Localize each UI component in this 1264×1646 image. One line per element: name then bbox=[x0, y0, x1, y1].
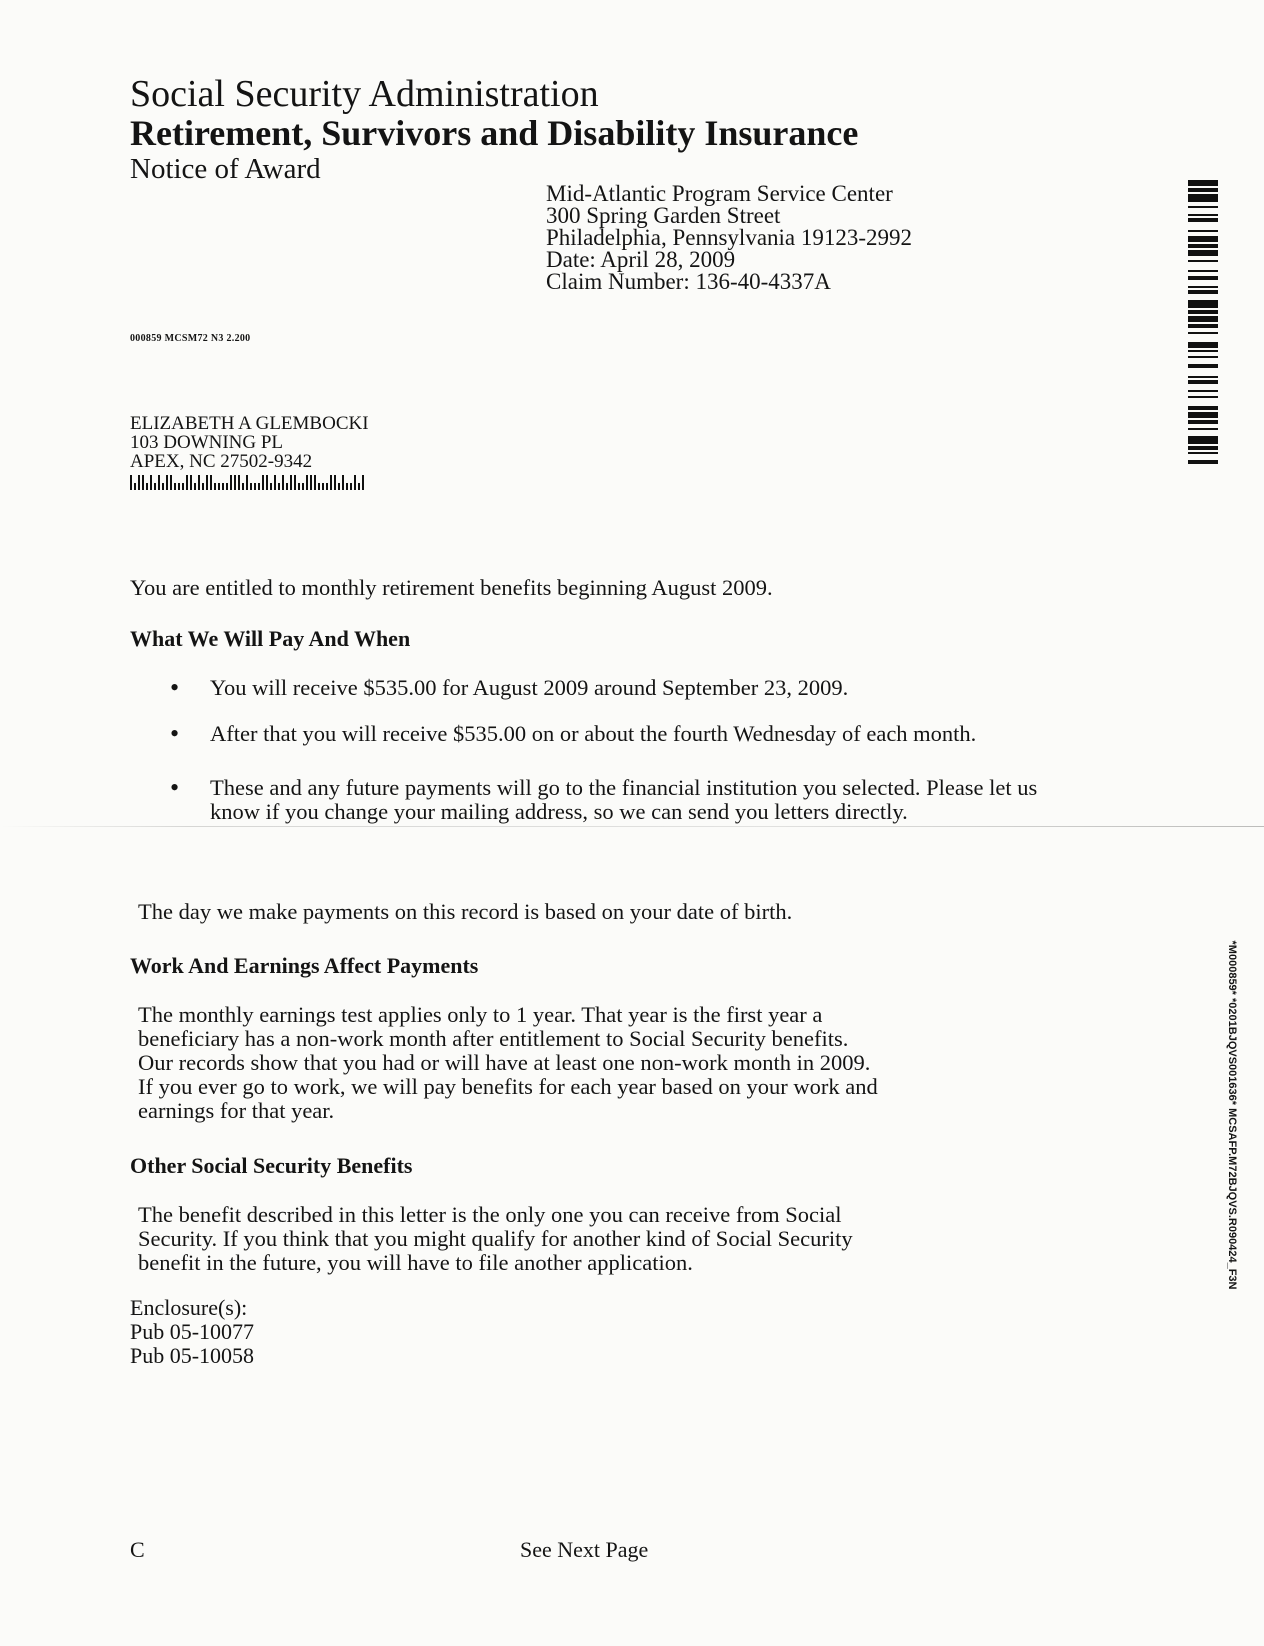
barcode-bar bbox=[242, 483, 244, 490]
work-line: Our records show that you had or will have at least one non-work month in 2009. bbox=[138, 1050, 871, 1075]
postal-barcode bbox=[130, 475, 369, 490]
barcode-bar bbox=[338, 483, 340, 490]
other-line: The benefit described in this letter is the only one you can receive from Social bbox=[138, 1202, 842, 1227]
work-section-text bbox=[138, 1003, 878, 1123]
barcode-bar bbox=[274, 475, 276, 490]
barcode-bar bbox=[206, 475, 208, 490]
barcode-bar bbox=[194, 483, 196, 490]
barcode-bar bbox=[290, 475, 292, 490]
barcode-bar bbox=[350, 483, 352, 490]
recipient-city: APEX, NC 27502-9342 bbox=[130, 451, 313, 472]
barcode-bar bbox=[354, 475, 356, 490]
barcode-bar bbox=[286, 483, 288, 490]
barcode-bar bbox=[214, 483, 216, 490]
work-line: earnings for that year. bbox=[138, 1098, 335, 1123]
barcode-stripe bbox=[1188, 300, 1218, 308]
enclosures bbox=[130, 1296, 254, 1368]
work-section-heading: Work And Earnings Affect Payments bbox=[130, 953, 479, 978]
barcode-bar bbox=[238, 475, 240, 490]
barcode-bar bbox=[138, 475, 140, 490]
barcode-bar bbox=[234, 475, 236, 490]
barcode-bar bbox=[186, 475, 188, 490]
barcode-bar bbox=[362, 475, 364, 490]
barcode-stripe bbox=[1188, 464, 1218, 466]
payment-bullet: • These and any future payments will go to the financial institution you selected. Please let us know if you change your mailing address, so we can send you letters directly. bbox=[130, 776, 1060, 824]
barcode-bar bbox=[130, 475, 132, 490]
barcode-bar bbox=[210, 475, 212, 490]
barcode-stripe bbox=[1188, 194, 1218, 202]
enclosure-item: Pub 05-10077 bbox=[130, 1319, 255, 1344]
barcode-bar bbox=[190, 475, 192, 490]
barcode-bar bbox=[346, 483, 348, 490]
barcode-bar bbox=[302, 483, 304, 490]
barcode-bar bbox=[310, 475, 312, 490]
barcode-stripe bbox=[1188, 368, 1218, 376]
footer-code: C bbox=[130, 1537, 145, 1562]
payment-day-note: The day we make payments on this record is based on your date of birth. bbox=[138, 899, 793, 924]
barcode-bar bbox=[178, 483, 180, 490]
program-title: Retirement, Survivors and Disability Insurance bbox=[130, 113, 859, 153]
barcode-bar bbox=[162, 483, 164, 490]
document-type: Notice of Award bbox=[130, 153, 321, 185]
entitlement-statement: You are entitled to monthly retirement benefits beginning August 2009. bbox=[130, 575, 773, 600]
work-line: The monthly earnings test applies only to 1 year. That year is the first year a bbox=[138, 1002, 823, 1027]
side-barcode bbox=[1188, 180, 1218, 590]
barcode-bar bbox=[270, 483, 272, 490]
work-line: beneficiary has a non-work month after entitlement to Social Security benefits. bbox=[138, 1026, 849, 1051]
barcode-bar bbox=[342, 475, 344, 490]
barcode-bar bbox=[278, 483, 280, 490]
barcode-bar bbox=[166, 475, 168, 490]
barcode-bar bbox=[246, 475, 248, 490]
barcode-bar bbox=[258, 483, 260, 490]
barcode-bar bbox=[306, 475, 308, 490]
other-line: benefit in the future, you will have to file another application. bbox=[138, 1250, 693, 1275]
barcode-bar bbox=[154, 483, 156, 490]
mail-code: 000859 MCSM72 N3 2.200 bbox=[130, 333, 251, 344]
barcode-bar bbox=[266, 475, 268, 490]
payment-bullet: • You will receive $535.00 for August 2009 around September 23, 2009. bbox=[130, 676, 1060, 700]
barcode-bar bbox=[314, 475, 316, 490]
other-line: Security. If you think that you might qualify for another kind of Social Security bbox=[138, 1226, 853, 1251]
barcode-bar bbox=[298, 483, 300, 490]
see-next-page: See Next Page bbox=[520, 1537, 649, 1562]
enclosure-label: Enclosure(s): bbox=[130, 1295, 248, 1320]
pay-section-heading: What We Will Pay And When bbox=[130, 626, 411, 651]
barcode-bar bbox=[226, 483, 228, 490]
claim-number: Claim Number: 136-40-4337A bbox=[546, 269, 831, 294]
recipient-name: ELIZABETH A GLEMBOCKI bbox=[130, 413, 369, 434]
office-name: Mid-Atlantic Program Service Center bbox=[546, 181, 893, 206]
payment-bullet: • After that you will receive $535.00 on or about the fourth Wednesday of each month. bbox=[130, 722, 1060, 746]
barcode-bar bbox=[198, 475, 200, 490]
payment-bullets bbox=[130, 676, 1060, 846]
other-benefits-heading: Other Social Security Benefits bbox=[130, 1153, 413, 1178]
barcode-bar bbox=[182, 483, 184, 490]
barcode-bar bbox=[158, 475, 160, 490]
office-street: 300 Spring Garden Street bbox=[546, 203, 781, 228]
barcode-stripe bbox=[1188, 436, 1218, 444]
other-benefits-text bbox=[138, 1203, 853, 1275]
barcode-bar bbox=[326, 483, 328, 490]
barcode-bar bbox=[170, 475, 172, 490]
barcode-bar bbox=[262, 475, 264, 490]
barcode-bar bbox=[218, 483, 220, 490]
vertical-tracking-code: *M000859* *0201BJQVS001636* MCSAFP.M72BJQVS.R090424_F3N bbox=[1226, 940, 1238, 1290]
barcode-bar bbox=[330, 475, 332, 490]
barcode-bar bbox=[282, 475, 284, 490]
barcode-bar bbox=[142, 475, 144, 490]
barcode-bar bbox=[146, 483, 148, 490]
barcode-bar bbox=[250, 483, 252, 490]
barcode-bar bbox=[294, 475, 296, 490]
barcode-stripe bbox=[1188, 334, 1218, 342]
barcode-bar bbox=[134, 483, 136, 490]
office-block bbox=[546, 183, 912, 293]
work-line: If you ever go to work, we will pay benefits for each year based on your work and bbox=[138, 1074, 878, 1099]
barcode-bar bbox=[334, 475, 336, 490]
barcode-bar bbox=[174, 483, 176, 490]
barcode-bar bbox=[322, 483, 324, 490]
barcode-stripe bbox=[1188, 222, 1218, 230]
recipient-street: 103 DOWNING PL bbox=[130, 432, 284, 453]
recipient-address bbox=[130, 414, 369, 490]
barcode-stripe bbox=[1188, 262, 1218, 270]
notice-date: Date: April 28, 2009 bbox=[546, 247, 736, 272]
barcode-bar bbox=[150, 475, 152, 490]
barcode-bar bbox=[222, 483, 224, 490]
enclosure-item: Pub 05-10058 bbox=[130, 1343, 255, 1368]
agency-name: Social Security Administration bbox=[130, 73, 599, 115]
barcode-bar bbox=[318, 483, 320, 490]
barcode-bar bbox=[230, 475, 232, 490]
paper-fold-line bbox=[0, 826, 1264, 827]
barcode-stripe bbox=[1188, 398, 1218, 406]
barcode-bar bbox=[254, 483, 256, 490]
barcode-bar bbox=[358, 483, 360, 490]
barcode-bar bbox=[202, 483, 204, 490]
office-city: Philadelphia, Pennsylvania 19123-2992 bbox=[546, 225, 913, 250]
